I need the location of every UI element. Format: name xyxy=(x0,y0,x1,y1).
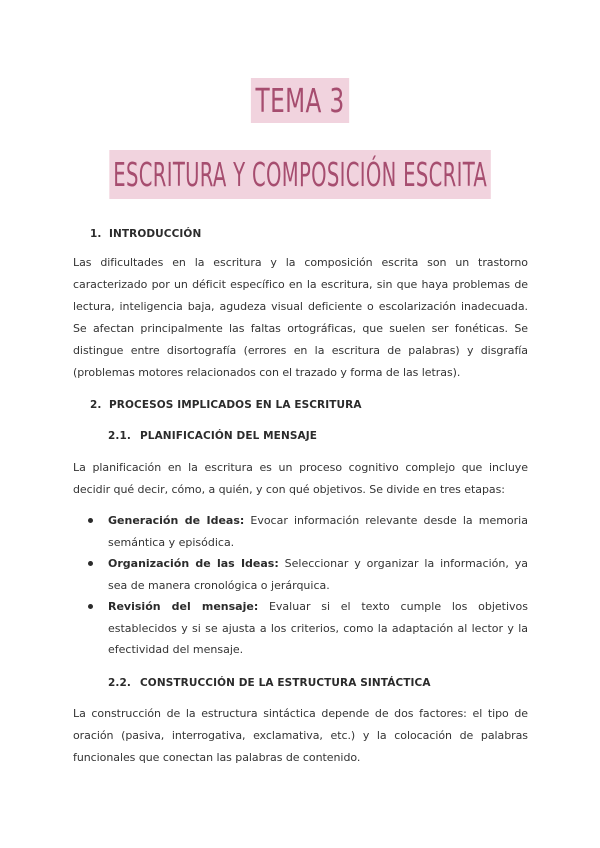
subsection-heading-construccion xyxy=(108,677,431,689)
list-item-term: Revisión del mensaje: xyxy=(108,600,259,613)
list-item-term: Organización de las Ideas: xyxy=(108,557,279,570)
subsection-heading-planificacion xyxy=(108,430,317,442)
construccion-paragraph: La construcción de la estructura sintáctica depende de dos factores: el tipo de oración (pasiva, interrogativa, exclamativa, etc.) y la colocación de palabras funcionales que conectan las palabras de contenido. xyxy=(73,707,528,764)
subsection-heading-text: PLANIFICACIÓN DEL MENSAJE xyxy=(140,430,318,442)
list-item xyxy=(88,596,528,661)
subsection-number: 2.1. xyxy=(108,430,131,442)
list-item-text: Evocar información relevante desde la memoria semántica y episódica. xyxy=(108,514,528,549)
list-item-term: Generación de Ideas: xyxy=(108,514,245,527)
section-heading-text: PROCESOS IMPLICADOS EN LA ESCRITURA xyxy=(109,399,362,411)
section-heading-text: INTRODUCCIÓN xyxy=(109,228,202,240)
list-item-text: Seleccionar y organizar la información, ya sea de manera cronológica o jerárquica. xyxy=(108,557,528,592)
topic-number-title xyxy=(0,78,600,123)
bullet-icon xyxy=(88,518,93,523)
section-heading-introduccion xyxy=(90,228,201,240)
subsection-heading-text: CONSTRUCCIÓN DE LA ESTRUCTURA SINTÁCTICA xyxy=(140,677,431,689)
intro-paragraph: Las dificultades en la escritura y la composición escrita son un trastorno caracterizado por un déficit específico en la escritura, sin que haya problemas de lectura, inteligencia baja, agudeza visual deficiente o escolarización inadecuada. Se afectan principalmente las faltas ortográficas, que suelen ser fonéticas. Se distingue entre disortografía (errores en la escritura de palabras) y disgrafía (problemas motores relacionados con el trazado y forma de las letras). xyxy=(73,256,528,379)
planificacion-paragraph: La planificación en la escritura es un proceso cognitivo complejo que incluye decidir qué decir, cómo, a quién, y con qué objetivos. Se divide en tres etapas: xyxy=(73,461,528,496)
page-title xyxy=(0,150,600,199)
subsection-number: 2.2. xyxy=(108,677,131,689)
list-item xyxy=(88,510,528,553)
section-heading-procesos xyxy=(90,399,362,411)
section-number: 1. xyxy=(90,228,102,240)
bullet-icon xyxy=(88,604,93,609)
page-title-text: ESCRITURA Y COMPOSICIÓN ESCRITA xyxy=(109,150,491,199)
list-item xyxy=(88,553,528,596)
bullet-icon xyxy=(88,561,93,566)
list-item-text: Evaluar si el texto cumple los objetivos establecidos y si se ajusta a los criterios, como la adaptación al lector y la efectividad del mensaje. xyxy=(108,600,528,656)
section-number: 2. xyxy=(90,399,102,411)
topic-number-text: TEMA 3 xyxy=(251,78,349,123)
planificacion-stages-list xyxy=(88,510,528,661)
